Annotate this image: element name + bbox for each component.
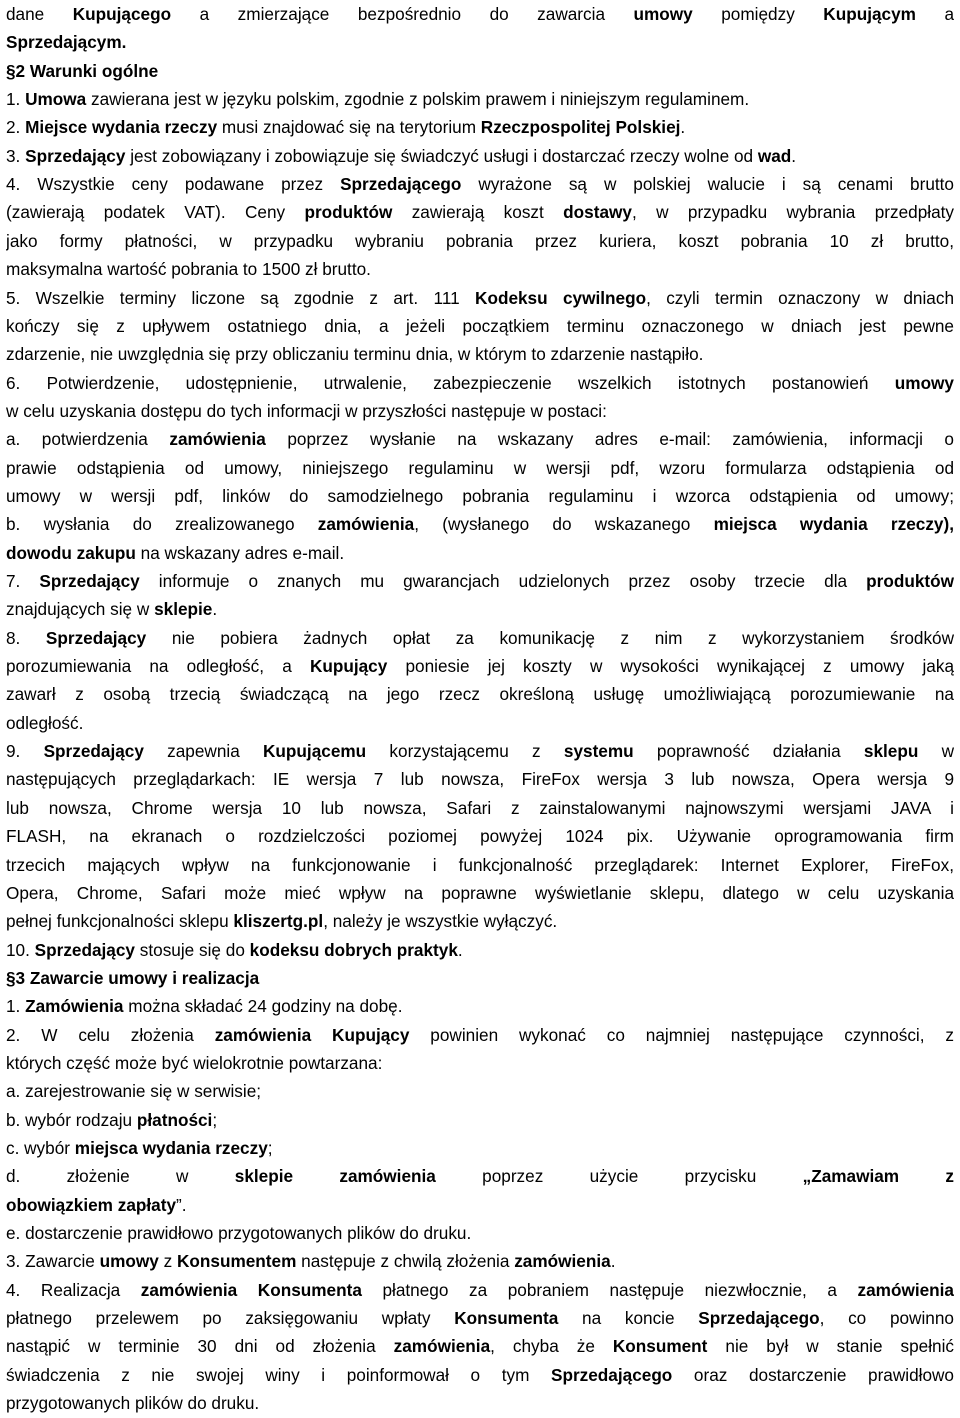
text-line [6,255,954,284]
bold-term: zamówienia [857,1279,954,1300]
text-run: jako formy płatności, w przypadku wybraniu pobrania przez kuriera, koszt pobrania 10 zł brutto, [6,230,954,251]
bold-term: umowy [894,372,954,393]
text-run: , (wysłanego do wskazanego [414,514,714,535]
text-run: zawarł z osobą trzecią świadczącą na jego rzecz określoną usługę umożliwiającą porozumiewanie na [6,684,954,705]
text-line [6,539,954,568]
text-line [6,0,954,29]
text-line [6,737,954,766]
text-line [6,85,954,114]
text-run: d. złożenie w [6,1166,235,1187]
bold-term: Sprzedającego [340,174,462,195]
text-line [6,652,954,681]
text-run: poprzez wysłanie na wskazany adres e-mail: zamówienia, informacji o [265,429,954,450]
text-run: płatnego przelewem po zaksięgowaniu wpłaty [6,1308,455,1329]
text-run: zawierana jest w języku polskim, zgodnie z polskim prawem i niniejszym regulaminem. [86,89,750,110]
text-run: 7. [6,571,40,591]
text-run: maksymalna wartość pobrania to 1500 zł brutto. [6,259,371,280]
text-run: 6. Potwierdzenie, udostępnienie, utrwalenie, zabezpieczenie wszelkich istotnych postanowień [6,372,895,393]
text-run: 9. [6,741,44,762]
text-run: na wskazany adres e-mail. [135,542,345,563]
text-line [6,992,954,1021]
text-run: 4. Wszystkie ceny podawane przez [6,174,341,195]
bold-term: miejsca wydania rzeczy), [713,514,954,535]
text-run: w [918,741,954,762]
text-line [6,595,954,624]
text-run: 2. W celu złożenia [6,1024,215,1045]
text-run: informuje o znanych mu gwarancjach udzielonych przez osoby trzecie dla [139,571,867,591]
bold-term: kodeksu dobrych praktyk [249,939,458,960]
text-line [6,28,954,57]
text-line [6,198,954,227]
text-run: następujących przeglądarkach: IE wersja 7 lub nowsza, FireFox wersja 3 lub nowsza, Opera wersja 9 [6,769,954,790]
bold-term: Sprzedającego [551,1364,673,1385]
text-line [6,1332,954,1361]
text-run: 1. [6,89,26,110]
bold-term: zamówienia [317,514,415,535]
text-run: a [915,4,954,24]
bold-term: „Zamawiam z [802,1166,954,1187]
text-line [6,680,954,709]
text-run: poprzez użycie przycisku [435,1166,803,1187]
bold-term: wad [757,145,792,166]
text-run: zapewnia [143,741,264,762]
text-run: nie był w stanie spełnić [707,1336,954,1357]
text-run: b. wybór rodzaju [6,1109,137,1130]
text-run: , należy je wszystkie wyłączyć. [323,911,558,932]
text-run: znajdujących się w [6,599,155,620]
bold-term: systemu [563,741,634,762]
text-run: dane [6,4,73,24]
bold-term: miejsca wydania rzeczy [74,1138,268,1158]
bold-term: Rzeczpospolitej Polskiej [480,117,681,138]
bold-term: zamówienia [514,1251,611,1272]
text-line [6,425,954,454]
bold-term: Sprzedającego [698,1308,820,1329]
text-line [6,822,954,851]
text-run: 10. [6,939,35,960]
bold-term: Konsument [612,1336,708,1357]
text-run: a. potwierdzenia [6,429,170,450]
text-line [6,397,954,426]
text-run: 4. Realizacja [6,1279,141,1300]
bold-term: zamówienia [169,429,266,450]
text-run: korzystającemu z [366,741,564,762]
bold-term: Sprzedający [25,145,126,166]
text-run: . [457,939,463,960]
text-run: ”. [176,1194,187,1215]
bold-term: sklepie [154,599,213,620]
text-line [6,1389,954,1418]
text-run: następuje z chwilą złożenia [296,1251,515,1272]
text-run: , co powinno [819,1308,954,1329]
text-run: , w przypadku wybrania przedpłaty [631,202,954,223]
bold-term: zamówienia Konsumenta [140,1279,362,1300]
text-line [6,1276,954,1305]
text-run: e. dostarczenie prawidłowo przygotowanych plików do druku. [6,1223,472,1244]
text-run: FLASH, na ekranach o rozdzielczości poziomej powyżej 1024 pix. Używanie oprogramowania firm [6,826,954,847]
bold-term: Konsumenta [454,1308,559,1329]
text-run: z [158,1251,177,1272]
text-run: pomiędzy [692,4,824,24]
text-line [6,1049,954,1078]
text-run: jest zobowiązany i zobowiązuje się świadczyć usługi i dostarczać rzeczy wolne od [125,145,758,166]
bold-term: produktów [866,571,954,591]
text-line [6,57,954,86]
text-line [6,142,954,171]
text-line [6,1162,954,1191]
text-line [6,1106,954,1135]
bold-term: Konsumentem [176,1251,297,1272]
text-line [6,1219,954,1248]
text-line [6,1247,954,1276]
bold-term: dostawy [563,202,632,223]
text-run: . [680,117,686,138]
text-run: a zmierzające bezpośrednio do zawarcia [171,4,634,24]
bold-term: sklepie zamówienia [234,1166,436,1187]
text-run: Opera, Chrome, Safari może mieć wpływ na poprawne wyświetlanie sklepu, dlatego w celu uzyskania [6,882,954,903]
text-run: trzecich mających wpływ na funkcjonowanie i funkcjonalność przeglądarek: Internet Explorer, FireFox, [6,854,954,875]
text-run: stosuje się do [135,939,250,960]
text-line [6,454,954,483]
bold-term: Sprzedający [34,939,135,960]
text-line [6,1134,954,1163]
bold-term: kliszertg.pl [233,911,324,932]
text-line [6,964,954,993]
text-run: lub nowsza, Chrome wersja 10 lub nowsza, Safari z zainstalowanymi najnowszymi wersjami JAVA i [6,797,954,818]
text-line [6,879,954,908]
bold-term: dowodu zakupu [6,542,136,563]
text-run: nastąpić w terminie 30 dni od złożenia [6,1336,394,1357]
text-run: przygotowanych plików do druku. [6,1393,260,1414]
text-run: na koncie [558,1308,699,1329]
bold-term: umowy [99,1251,159,1272]
text-run: poniesie jej koszty w wysokości wynikającej z umowy jaką [387,656,954,677]
text-run: powinien wykonać co najmniej następujące czynności, z [409,1024,954,1045]
text-line [6,227,954,256]
bold-term: płatności [136,1109,213,1130]
bold-term: Sprzedający [39,571,140,591]
text-line [6,284,954,313]
text-line [6,340,954,369]
text-run: pełnej funkcjonalności sklepu [6,911,234,932]
bold-term: Sprzedający [45,627,147,648]
text-run: a. zarejestrowanie się w serwisie; [6,1081,262,1102]
text-run: oraz dostarczenie prawidłowo [672,1364,954,1385]
text-run: kończy się z upływem ostatniego dnia, a jeżeli początkiem terminu oznaczonego w dniach jest pewne [6,315,954,336]
bold-term: Sprzedający [43,741,144,762]
text-line [6,624,954,653]
text-line [6,113,954,142]
text-run: . [610,1251,616,1272]
text-line [6,312,954,341]
text-line [6,936,954,965]
text-run: 8. [6,627,46,648]
bold-term: Kupującemu [263,741,367,762]
bold-term: §3 Zawarcie umowy i realizacja [6,967,260,988]
text-run: odległość. [6,712,84,733]
text-run: można składać 24 godziny na dobę. [123,996,403,1017]
text-run: prawie odstąpienia od umowy, niniejszego regulaminu w wersji pdf, wzoru formularza odstąpienia od [6,457,954,478]
text-line [6,567,954,596]
text-line [6,709,954,738]
bold-term: Sprzedającym. [6,32,127,53]
text-line [6,765,954,794]
bold-term: umowy [633,4,693,24]
text-run: poprawność działania [633,741,864,762]
bold-term: Miejsce wydania rzeczy [25,117,218,138]
text-line [6,794,954,823]
bold-term: produktów [304,202,393,223]
text-line [6,1361,954,1390]
text-run: 3. [6,145,26,166]
text-run: 5. Wszelkie terminy liczone są zgodnie z art. 111 [6,287,476,308]
bold-term: zamówienia Kupujący [214,1024,410,1045]
bold-term: Kodeksu cywilnego [475,287,647,308]
text-run: których część może być wielokrotnie powtarzana: [6,1052,383,1073]
bold-term: Zamówienia [25,996,124,1017]
text-run: 2. [6,117,26,138]
text-run: porozumiewania na odległość, a [6,656,310,677]
text-line [6,510,954,539]
bold-term: zamówienia [393,1336,491,1357]
text-run: 1. [6,996,26,1017]
bold-term: sklepu [863,741,919,762]
text-run: 3. Zawarcie [6,1251,100,1272]
text-run: zawierają koszt [392,202,564,223]
bold-term: Kupujący [309,656,388,677]
text-run: , czyli termin oznaczony w dniach [646,287,954,308]
text-run: (zawierają podatek VAT). Ceny [6,202,305,223]
text-run: płatnego za pobraniem następuje niezwłocznie, a [361,1279,858,1300]
text-run: c. wybór [6,1138,75,1158]
bold-term: Umowa [25,89,87,110]
text-line [6,1191,954,1220]
bold-term: obowiązkiem zapłaty [6,1194,177,1215]
text-line [6,1077,954,1106]
text-run: ; [212,1109,218,1130]
text-run: . [791,145,797,166]
text-run: , chyba że [490,1336,613,1357]
text-line [6,907,954,936]
text-line [6,369,954,398]
text-run: umowy w wersji pdf, linków do samodzielnego pobrania regulaminu i wzorca odstąpienia od umowy; [6,485,954,506]
text-line [6,1304,954,1333]
text-run: świadczenia z nie swojej winy i poinformował o tym [6,1364,551,1385]
text-line [6,170,954,199]
text-line [6,482,954,511]
text-run: nie pobiera żadnych opłat za komunikację z nim z wykorzystaniem środków [146,627,954,648]
text-run: b. wysłania do zrealizowanego [6,514,318,535]
bold-term: Kupującym [823,4,916,24]
text-line [6,851,954,880]
text-run: musi znajdować się na terytorium [217,117,481,138]
bold-term: §2 Warunki ogólne [6,60,159,81]
text-run: . [212,599,218,620]
text-run: zdarzenie, nie uwzględnia się przy obliczaniu terminu dnia, w którym to zdarzenie nastąpiło. [6,344,704,365]
text-run: ; [267,1138,273,1158]
text-run: wyrażone są w polskiej walucie i są cenami brutto [461,174,954,195]
bold-term: Kupującego [72,4,172,24]
text-line [6,1021,954,1050]
text-run: w celu uzyskania dostępu do tych informacji w przyszłości następuje w postaci: [6,400,607,421]
